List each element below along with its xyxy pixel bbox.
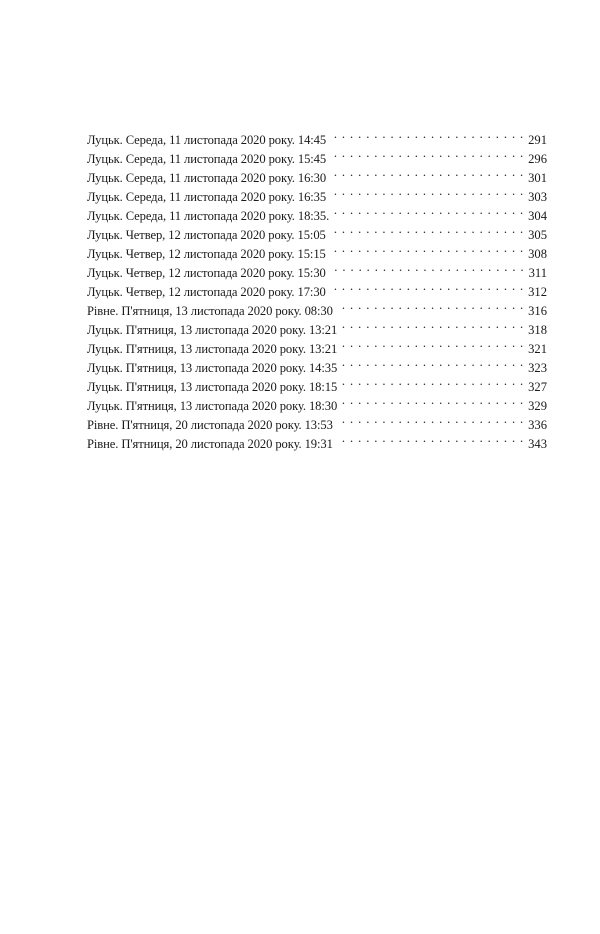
toc-entry-page: 305 <box>528 228 547 242</box>
table-of-contents <box>87 125 547 451</box>
toc-entry-title: Луцьк. П'ятниця, 13 листопада 2020 року. 14:35 <box>87 361 338 375</box>
toc-entry-title: Луцьк. П'ятниця, 13 листопада 2020 року. 13:21 <box>87 323 338 337</box>
toc-entry-page: 329 <box>528 399 547 413</box>
toc-entry-title: Луцьк. П'ятниця, 13 листопада 2020 року. 18:30 <box>87 399 338 413</box>
toc-dot-leader <box>342 391 524 410</box>
toc-entry-page: 318 <box>528 323 547 337</box>
toc-dot-leader <box>334 201 524 220</box>
toc-entry-page: 336 <box>528 418 547 432</box>
toc-entry-title: Луцьк. Середа, 11 листопада 2020 року. 16:35 <box>87 190 327 204</box>
toc-entry-title: Луцьк. Четвер, 12 листопада 2020 року. 15:30 <box>87 266 326 280</box>
toc-entry-page: 296 <box>528 152 547 166</box>
toc-dot-leader <box>331 163 524 182</box>
toc-entry <box>87 125 547 147</box>
toc-dot-leader <box>331 182 524 201</box>
toc-entry-page: 304 <box>528 209 547 223</box>
toc-entry-title: Рівне. П'ятниця, 20 листопада 2020 року. 19:31 <box>87 437 333 451</box>
toc-entry-page: 316 <box>528 304 547 318</box>
toc-entry-page: 301 <box>528 171 547 185</box>
toc-entry-page: 291 <box>528 133 547 147</box>
toc-dot-leader <box>331 277 524 296</box>
toc-dot-leader <box>331 144 524 163</box>
toc-entry-page: 343 <box>528 437 547 451</box>
toc-dot-leader <box>342 353 524 372</box>
toc-dot-leader <box>342 372 524 391</box>
toc-dot-leader <box>342 315 524 334</box>
toc-dot-leader <box>331 125 524 144</box>
toc-entry-page: 303 <box>528 190 547 204</box>
toc-entry-page: 323 <box>528 361 547 375</box>
toc-entry-title: Луцьк. Середа, 11 листопада 2020 року. 18:35. <box>87 209 330 223</box>
toc-entry-title: Рівне. П'ятниця, 13 листопада 2020 року. 08:30 <box>87 304 333 318</box>
toc-entry-page: 311 <box>528 266 547 280</box>
toc-dot-leader <box>331 258 525 277</box>
toc-entry-page: 321 <box>528 342 547 356</box>
toc-entry-page: 308 <box>528 247 547 261</box>
toc-dot-leader <box>338 410 524 429</box>
toc-dot-leader <box>338 296 524 315</box>
toc-entry-title: Луцьк. П'ятниця, 13 листопада 2020 року. 13:21 <box>87 342 338 356</box>
toc-entry-title: Луцьк. Четвер, 12 листопада 2020 року. 17:30 <box>87 285 326 299</box>
toc-dot-leader <box>331 239 524 258</box>
toc-entry-title: Луцьк. П'ятниця, 13 листопада 2020 року. 18:15 <box>87 380 338 394</box>
toc-entry-title: Луцьк. Четвер, 12 листопада 2020 року. 15:05 <box>87 228 326 242</box>
toc-entry-page: 327 <box>528 380 547 394</box>
toc-dot-leader <box>338 429 524 448</box>
toc-entry-title: Луцьк. Середа, 11 листопада 2020 року. 14:45 <box>87 133 327 147</box>
toc-entry-title: Рівне. П'ятниця, 20 листопада 2020 року. 13:53 <box>87 418 333 432</box>
toc-dot-leader <box>342 334 524 353</box>
toc-entry-title: Луцьк. Середа, 11 листопада 2020 року. 16:30 <box>87 171 327 185</box>
toc-entry-page: 312 <box>528 285 547 299</box>
toc-entry-title: Луцьк. Середа, 11 листопада 2020 року. 15:45 <box>87 152 327 166</box>
toc-dot-leader <box>331 220 524 239</box>
toc-entry-title: Луцьк. Четвер, 12 листопада 2020 року. 15:15 <box>87 247 326 261</box>
